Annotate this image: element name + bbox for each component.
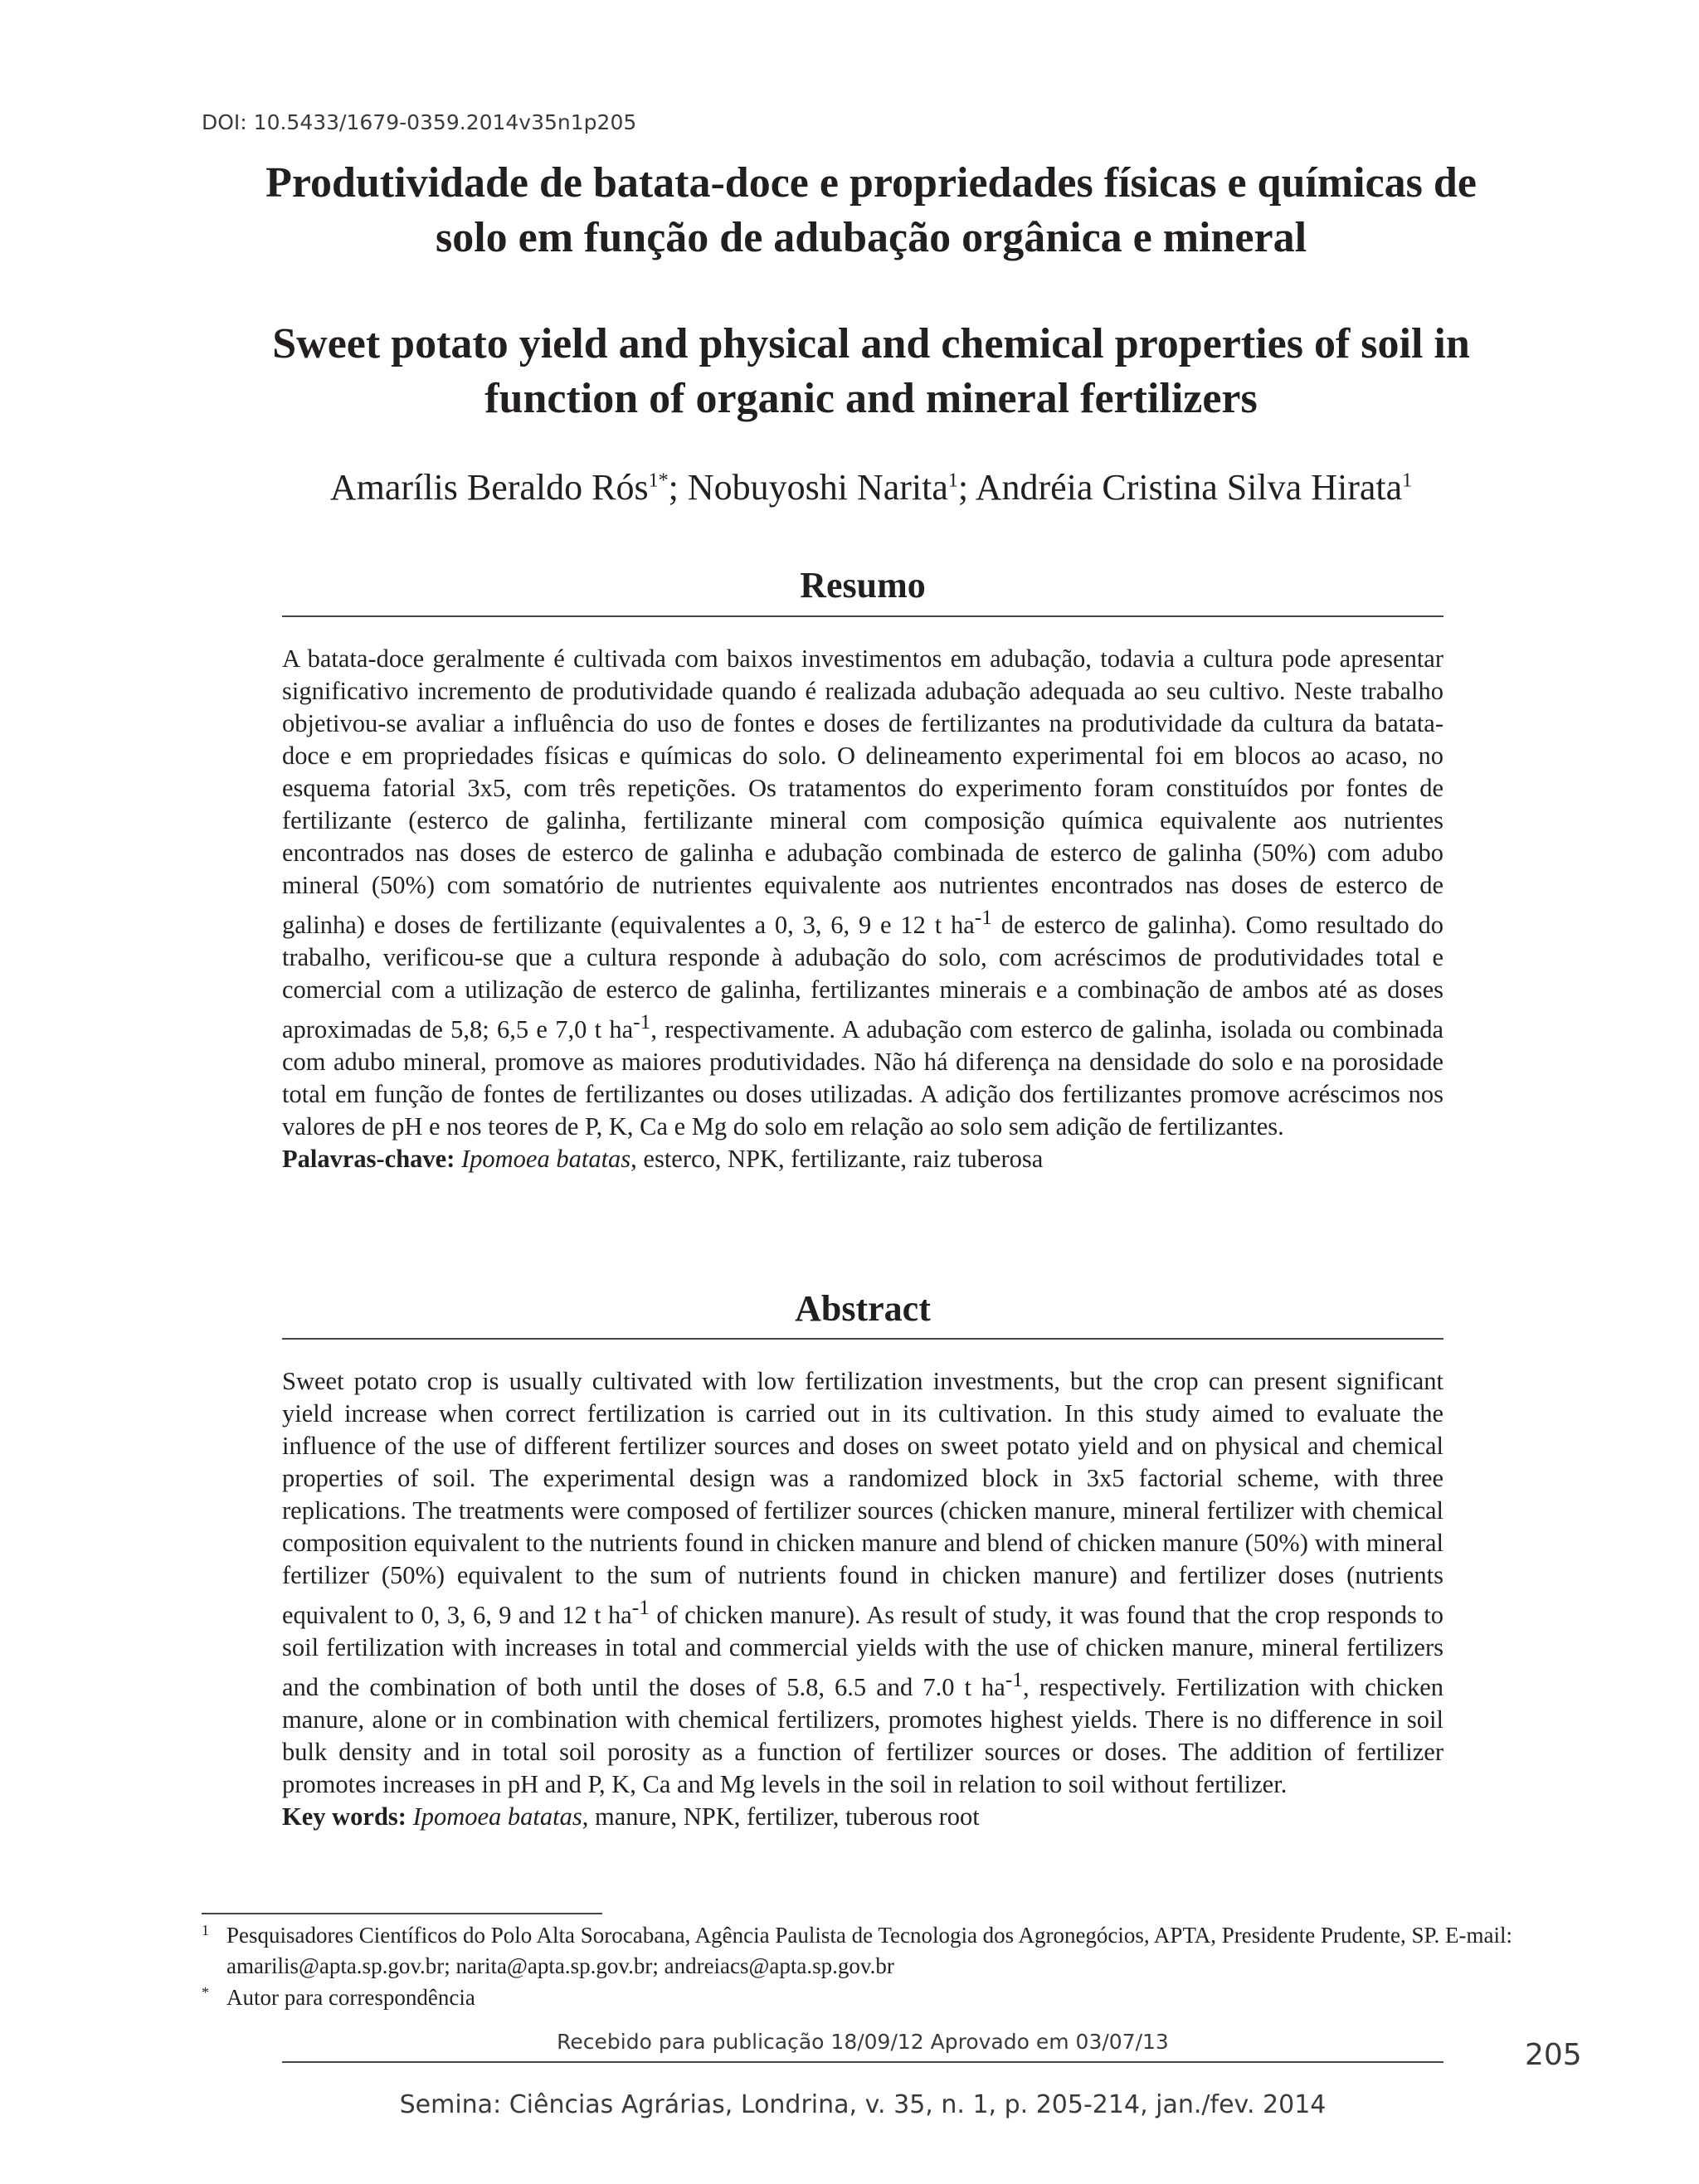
page-number: 205 [1525, 2038, 1582, 2072]
abstract-keywords [282, 1801, 1443, 1833]
abstract-body [282, 1365, 1443, 1833]
resumo-text-part-1: A batata-doce geralmente é cultivada com baixos investimentos em adubação, todavia a cultura pode apresentar significativo incremento de produtividade quando é realizada adubação adequada ao seu cultivo. Neste trabalho objetivou-se avaliar a influência do uso de fontes e doses de fertilizantes na produtividade da cultura da batata-doce e em propriedades físicas e químicas do solo. O delineamento experimental foi em blocos ao acaso, no esquema fatorial 3x5, com três repetições. Os tratamentos do experimento foram constituídos por fontes de fertilizante (esterco de galinha, fertilizante mineral com composição química equivalente aos nutrientes encontrados nas doses de esterco de galinha e adubação combinada de esterco de galinha (50%) com adubo mineral (50%) com somatório de nutrientes equivalente aos nutrientes encontrados nas doses de esterco de galinha) e doses de fertilizante (equivalentes a 0, 3, 6, 9 e 12 t ha [282, 644, 1443, 940]
title-english-line-1: Sweet potato yield and physical and chemical properties of soil in [272, 320, 1470, 367]
title-portuguese-line-1: Produtividade de batata-doce e propriedades físicas e químicas de [265, 159, 1477, 207]
resumo-body [282, 643, 1443, 1175]
unit-superscript: -1 [1005, 1668, 1024, 1692]
resumo-text-part-2: de esterco de galinha). Como resultado do trabalho, verificou-se que a cultura responde à adubação do solo, com acréscimos de produtividades total e comercial com a utilização de esterco de galinha, fertilizantes minerais e a combinação de ambos até as doses aproximadas de 5,8; 6,5 e 7,0 t ha [282, 911, 1444, 1044]
footnote-text: Autor para correspondência [226, 1985, 475, 2010]
abstract-heading: Abstract [795, 1288, 931, 1329]
abstract-divider [282, 1338, 1443, 1340]
keyword-species: Ipomoea batatas [412, 1802, 582, 1831]
footnote-corresponding-author [202, 1982, 1529, 2013]
footer-divider [282, 2061, 1443, 2063]
journal-citation: Semina: Ciências Agrárias, Londrina, v. 35, n. 1, p. 205-214, jan./fev. 2014 [399, 2090, 1327, 2119]
keywords-list: , manure, NPK, fertilizer, tuberous root [582, 1802, 980, 1831]
resumo-text-part-3: , respectivamente. A adubação com esterco de galinha, isolada ou combinada com adubo mineral, promove as maiores produtividades. Não há diferença na densidade do solo e na porosidade total em função de fontes de fertilizantes ou doses utilizadas. A adição dos fertilizantes promove acréscimos nos valores de pH e nos teores de P, K, Ca e Mg do solo em relação ao solo sem adição de fertilizantes. [282, 1015, 1443, 1141]
resumo-keywords [282, 1143, 1443, 1175]
keywords-label: Palavras-chave: [282, 1145, 455, 1174]
abstract-text-part-1: Sweet potato crop is usually cultivated with low fertilization investments, but the crop can present significant yield increase when correct fertilization is carried out in its cultivation. In this study aimed to evaluate the influence of the use of different fertilizer sources and doses on sweet potato yield and on physical and chemical properties of soil. The experimental design was a randomized block in 3x5 factorial scheme, with three replications. The treatments were composed of fertilizer sources (chicken manure, mineral fertilizer with chemical composition equivalent to the nutrients found in chicken manure and blend of chicken manure (50%) with mineral fertilizer (50%) equivalent to the sum of nutrients found in chicken manure) and fertilizer doses (nutrients equivalent to 0, 3, 6, 9 and 12 t ha [282, 1367, 1443, 1630]
author-separator: ; [957, 467, 976, 508]
unit-superscript: -1 [633, 1010, 651, 1034]
keywords-label: Key words: [282, 1802, 406, 1831]
footnote-affiliation [202, 1920, 1529, 1982]
title-portuguese [166, 156, 1576, 265]
footnote-marker: 1 [202, 1922, 209, 1938]
author-3-affiliation: 1 [1402, 469, 1413, 492]
author-2-affiliation: 1 [947, 469, 958, 492]
title-english [166, 317, 1576, 426]
footnote-text: Pesquisadores Científicos do Polo Alta Sorocabana, Agência Paulista de Tecnologia dos Agronegócios, APTA, Presidente Prudente, SP. E-mail: amarilis@apta.sp.gov.br; narita@apta.sp.gov.br; andreiacs@apta.sp.gov.br [226, 1923, 1512, 1978]
title-english-line-2: function of organic and mineral fertilizers [484, 375, 1258, 422]
received-approved-dates: Recebido para publicação 18/09/12 Aprovado em 03/07/13 [557, 2030, 1169, 2054]
author-1: Amarílis Beraldo Rós [329, 467, 649, 508]
unit-superscript: -1 [974, 906, 992, 929]
author-2: Nobuyoshi Narita [687, 467, 948, 508]
footnote-divider [202, 1913, 602, 1914]
resumo-divider [282, 615, 1443, 617]
resumo-heading: Resumo [800, 565, 926, 606]
footnote-marker: * [202, 1984, 209, 2001]
keyword-species: Ipomoea batatas [461, 1145, 631, 1174]
author-list [166, 466, 1576, 508]
keywords-list: , esterco, NPK, fertilizante, raiz tuberosa [630, 1145, 1044, 1174]
title-portuguese-line-2: solo em função de adubação orgânica e mineral [435, 214, 1307, 261]
author-3: Andréia Cristina Silva Hirata [975, 467, 1403, 508]
author-separator: ; [668, 467, 688, 508]
author-1-affiliation: 1* [648, 469, 669, 492]
abstract-text-part-2: of chicken manure). As result of study, it was found that the crop responds to soil fertilization with increases in total and commercial yields with the use of chicken manure, mineral fertilizers and the combination of both until the doses of 5.8, 6.5 and 7.0 t ha [282, 1601, 1444, 1702]
abstract-text-part-3: , respectively. Fertilization with chicken manure, alone or in combination with chemical fertilizers, promotes highest yields. There is no difference in soil bulk density and in total soil porosity as a function of fertilizer sources or doses. The addition of fertilizer promotes increases in pH and P, K, Ca and Mg levels in the soil in relation to soil without fertilizer. [282, 1673, 1443, 1799]
doi-line: DOI: 10.5433/1679-0359.2014v35n1p205 [202, 110, 637, 134]
unit-superscript: -1 [631, 1596, 650, 1619]
